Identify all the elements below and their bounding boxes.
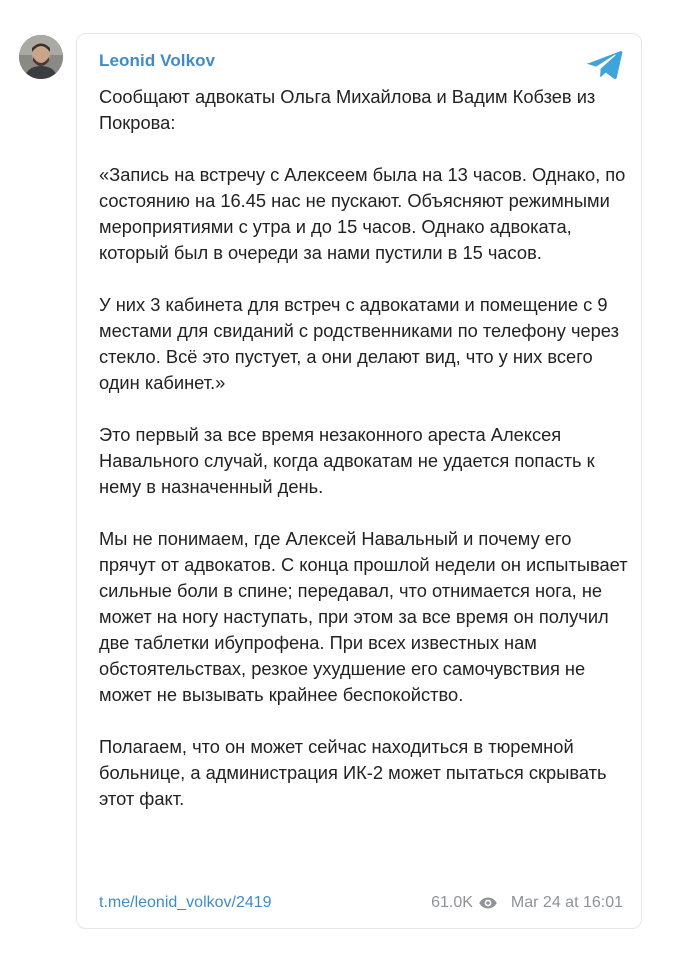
telegram-post-card [76,33,642,929]
post-paragraph: «Запись на встречу с Алексеем была на 13 часов. Однако, по состоянию на 16.45 нас не пускают. Объясняют режимными мероприятиями с утра и до 15 часов. Однако адвоката, который был в очереди за нами пустили в 15 часов. [99,164,626,263]
telegram-icon[interactable] [587,50,623,80]
eye-icon [479,897,497,909]
post-meta [431,894,623,912]
post-paragraph: У них 3 кабинета для встреч с адвокатами и помещение с 9 местами для свиданий с родственниками по телефону через стекло. Всё это пустует, а они делают вид, что у них всего один кабинет.» [99,294,619,393]
post-paragraph: Сообщают адвокаты Ольга Михайлова и Вадим Кобзев из Покрова: [99,86,596,133]
post-paragraph: Мы не понимаем, где Алексей Навальный и почему его прячут от адвокатов. С конца прошлой недели он испытывает сильные боли в спине; передавал, что отнимается нога, не может на ногу наступать, при этом за все время он получил две таблетки ибупрофена. При всех известных нам обстоятельствах, резкое ухудшение его самочувствия не может не вызывать крайнее беспокойство. [99,528,628,705]
post-footer [99,894,623,916]
post-paragraph: Полагаем, что он может сейчас находиться в тюремной больнице, а администрация ИК-2 может пытаться скрывать этот факт. [99,736,607,809]
post-author[interactable]: Leonid Volkov [99,51,216,70]
post-paragraph: Это первый за все время незаконного ареста Алексея Навального случай, когда адвокатам не удается попасть к нему в назначенный день. [99,424,595,497]
author-avatar[interactable] [19,35,63,79]
author-avatar-image [19,35,63,79]
post-timestamp[interactable]: Mar 24 at 16:01 [510,894,623,911]
view-count: 61.0K [431,894,473,911]
post-link[interactable]: t.me/leonid_volkov/2419 [99,894,272,911]
post-text [99,84,629,812]
